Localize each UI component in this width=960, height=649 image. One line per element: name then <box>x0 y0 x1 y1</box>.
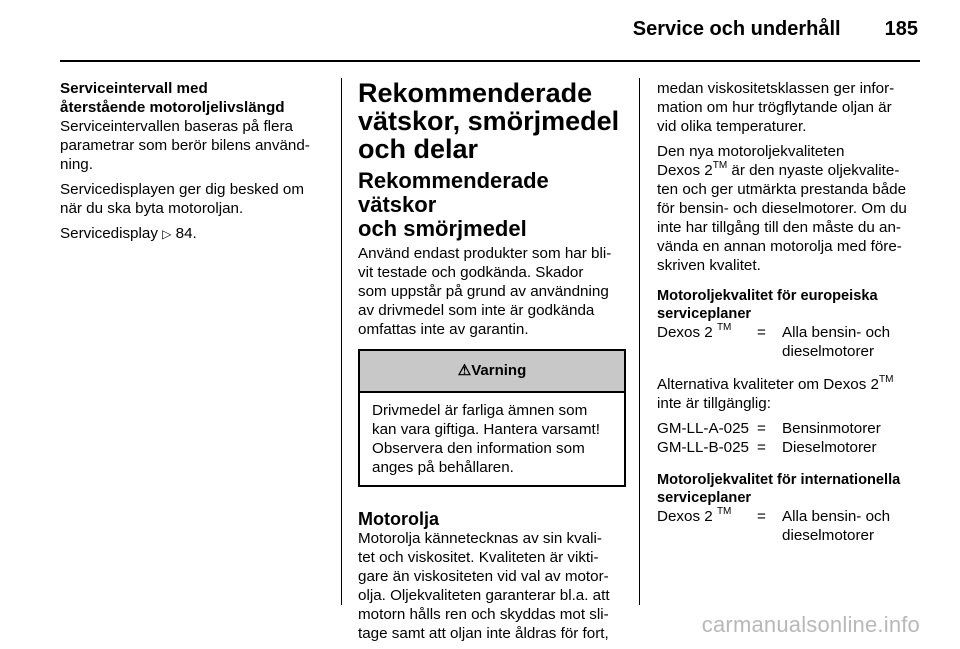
warning-title: ⚠Varning <box>360 351 624 393</box>
paragraph: Alternativa kvaliteter om Dexos 2™ inte är tillgänglig: <box>657 373 894 412</box>
paragraph: Motorolja kännetecknas av sin kvali- tet och viskositet. Kvaliteten är vikti- gare än viskositeten vid val av motor- olja. Oljekvaliteten garanterar bl.a. att motorn hålls ren och skyddas mot sli- tage samt att oljan inte åldras för fort, <box>358 530 610 642</box>
column-divider-1 <box>341 78 342 605</box>
watermark: carmanualsonline.info <box>701 612 920 637</box>
paragraph: medan viskositetsklassen ger infor- mation om hur trögflytande oljan är vid olika temperaturer. <box>657 80 895 135</box>
paragraph: Använd endast produkter som har bli- vit testade och godkända. Skador som uppstår på grund av användning av drivmedel som inte är godkända omfattas inte av garantin. <box>358 245 612 338</box>
paragraph: Servicedisplayen ger dig besked om när du ska byta motoroljan. <box>60 181 304 217</box>
header-rule <box>60 60 920 62</box>
page-reference-icon: ▷ <box>162 227 172 241</box>
page-number: 185 <box>884 18 918 40</box>
cross-reference[interactable]: Servicedisplay ▷ 84. <box>60 225 197 242</box>
warning-box <box>358 349 626 487</box>
section-heading-motorolja: Motorolja <box>358 509 439 529</box>
chapter-heading: Rekommenderade vätskor, smörjmedel och delar <box>358 78 620 164</box>
subheading-international-service: Motoroljekvalitet för internationella serviceplaner <box>657 472 901 506</box>
column-3 <box>657 79 925 545</box>
column-2 <box>358 79 626 649</box>
spec-row-dexos2-eu: Dexos 2 ™ = Alla bensin- och dieselmotorer <box>657 321 891 360</box>
section-heading-service-interval: Serviceintervall med återstående motoroljelivslängd <box>60 80 285 116</box>
warning-body: Drivmedel är farliga ämnen som kan vara giftiga. Hantera varsamt! Observera den information som anges på behållaren. <box>372 402 600 476</box>
page-header <box>633 18 918 41</box>
warning-triangle-icon: ⚠ <box>457 362 472 379</box>
section-heading-fluids: Rekommenderade vätskor och smörjmedel <box>358 168 549 241</box>
paragraph: Serviceintervallen baseras på flera parametrar som berör bilens använd- ning. <box>60 118 310 173</box>
subheading-european-service: Motoroljekvalitet för europeiska serviceplaner <box>657 288 878 322</box>
spec-row-gm-ll-b: GM-LL-B-025 = Dieselmotorer <box>657 439 877 456</box>
column-divider-2 <box>639 78 640 605</box>
spec-row-dexos2-int: Dexos 2 ™ = Alla bensin- och dieselmotorer <box>657 505 891 544</box>
paragraph: Den nya motoroljekvaliteten Dexos 2™ är den nyaste oljekvalite- ten och ger utmärkta prestanda både för bensin- och dieselmotorer. Om du inte har tillgång till den måste du an- vända en annan motorolja med före- skriven kvalitet. <box>657 143 907 274</box>
column-1 <box>60 79 330 250</box>
spec-row-gm-ll-a: GM-LL-A-025 = Bensinmotorer <box>657 420 881 437</box>
header-title: Service och underhåll <box>632 18 841 40</box>
